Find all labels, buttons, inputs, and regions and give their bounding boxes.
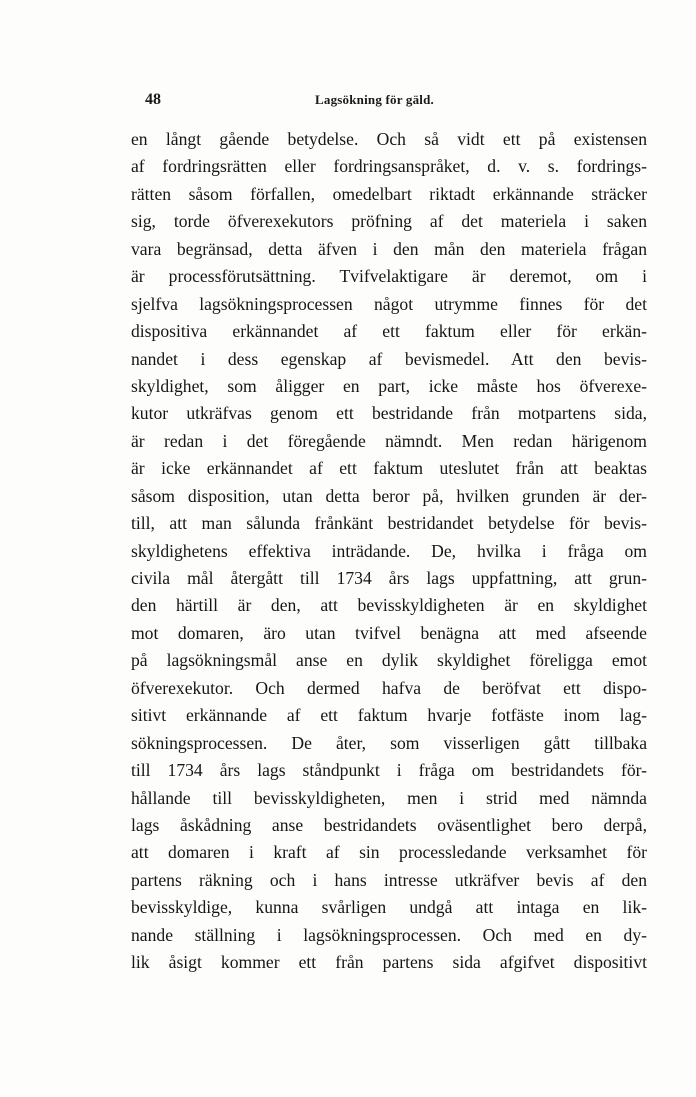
text-line: bevisskyldige, kunna svårligen undgå att intaga en lik- — [131, 897, 647, 918]
text-line: nandet i dess egenskap af bevismedel. Att den bevis- — [131, 348, 647, 369]
text-line: partens räkning och i hans intresse utkräfver bevis af den — [131, 869, 647, 890]
text-line: är processförutsättning. Tvifvelaktigare är deremot, om i — [131, 266, 647, 287]
text-line: civila mål återgått till 1734 års lags uppfattning, att grun- — [131, 568, 647, 588]
text-line: sökningsprocessen. De åter, som visserligen gått tillbaka — [131, 732, 647, 753]
text-line: rätten såsom förfallen, omedelbart riktadt erkännande sträcker — [131, 183, 647, 204]
text-line: lags åskådning anse bestridandets oväsentlighet bero derpå, — [131, 814, 647, 835]
text-line: skyldighet, som åligger en part, icke måste hos öfverexe- — [131, 375, 647, 396]
text-line: till 1734 års lags ståndpunkt i fråga om bestridandets för- — [131, 760, 647, 781]
text-line: sig, torde öfverexekutors pröfning af det materiela i saken — [131, 211, 647, 232]
running-head — [145, 91, 505, 115]
text-line: hållande till bevisskyldigheten, men i strid med nämnda — [131, 787, 647, 808]
body-text — [131, 126, 647, 977]
text-line: skyldighetens effektiva inträdande. De, hvilka i fråga om — [131, 540, 647, 561]
text-line: är icke erkännandet af ett faktum uteslutet från att beaktas — [131, 458, 647, 479]
text-line: öfverexekutor. Och dermed hafva de beröfvat ett dispo- — [131, 677, 647, 698]
page-number: 48 — [145, 91, 161, 108]
text-line: en långt gående betydelse. Och så vidt ett på existensen — [131, 129, 647, 149]
text-line: af fordringsrätten eller fordringsanspråket, d. v. s. fordrings- — [131, 156, 647, 177]
text-line: på lagsökningsmål anse en dylik skyldighet föreligga emot — [131, 650, 647, 671]
text-line: kutor utkräfvas genom ett bestridande från motpartens sida, — [131, 403, 647, 424]
text-line: nande ställning i lagsökningsprocessen. Och med en dy- — [131, 924, 647, 945]
text-line: mot domaren, äro utan tvifvel benägna att med afseende — [131, 622, 647, 643]
text-line: såsom disposition, utan detta beror på, hvilken grunden är der- — [131, 485, 647, 506]
text-line: är redan i det föregående nämndt. Men redan härigenom — [131, 430, 647, 451]
text-line: vara begränsad, detta äfven i den mån den materiela frågan — [131, 238, 647, 259]
text-line: dispositiva erkännandet af ett faktum eller för erkän- — [131, 321, 647, 342]
text-line: sitivt erkännande af ett faktum hvarje fotfäste inom lag- — [131, 705, 647, 726]
text-line: sjelfva lagsökningsprocessen något utrymme finnes för det — [131, 293, 647, 314]
text-line: den härtill är den, att bevisskyldigheten är en skyldighet — [131, 595, 647, 616]
text-line: att domaren i kraft af sin processledande verksamhet för — [131, 842, 647, 863]
text-line: till, att man sålunda frånkänt bestridandet betydelse för bevis- — [131, 513, 647, 534]
running-title: Lagsökning för gäld. — [315, 92, 434, 107]
text-line: lik åsigt kommer ett från partens sida afgifvet dispositivt — [131, 952, 647, 973]
